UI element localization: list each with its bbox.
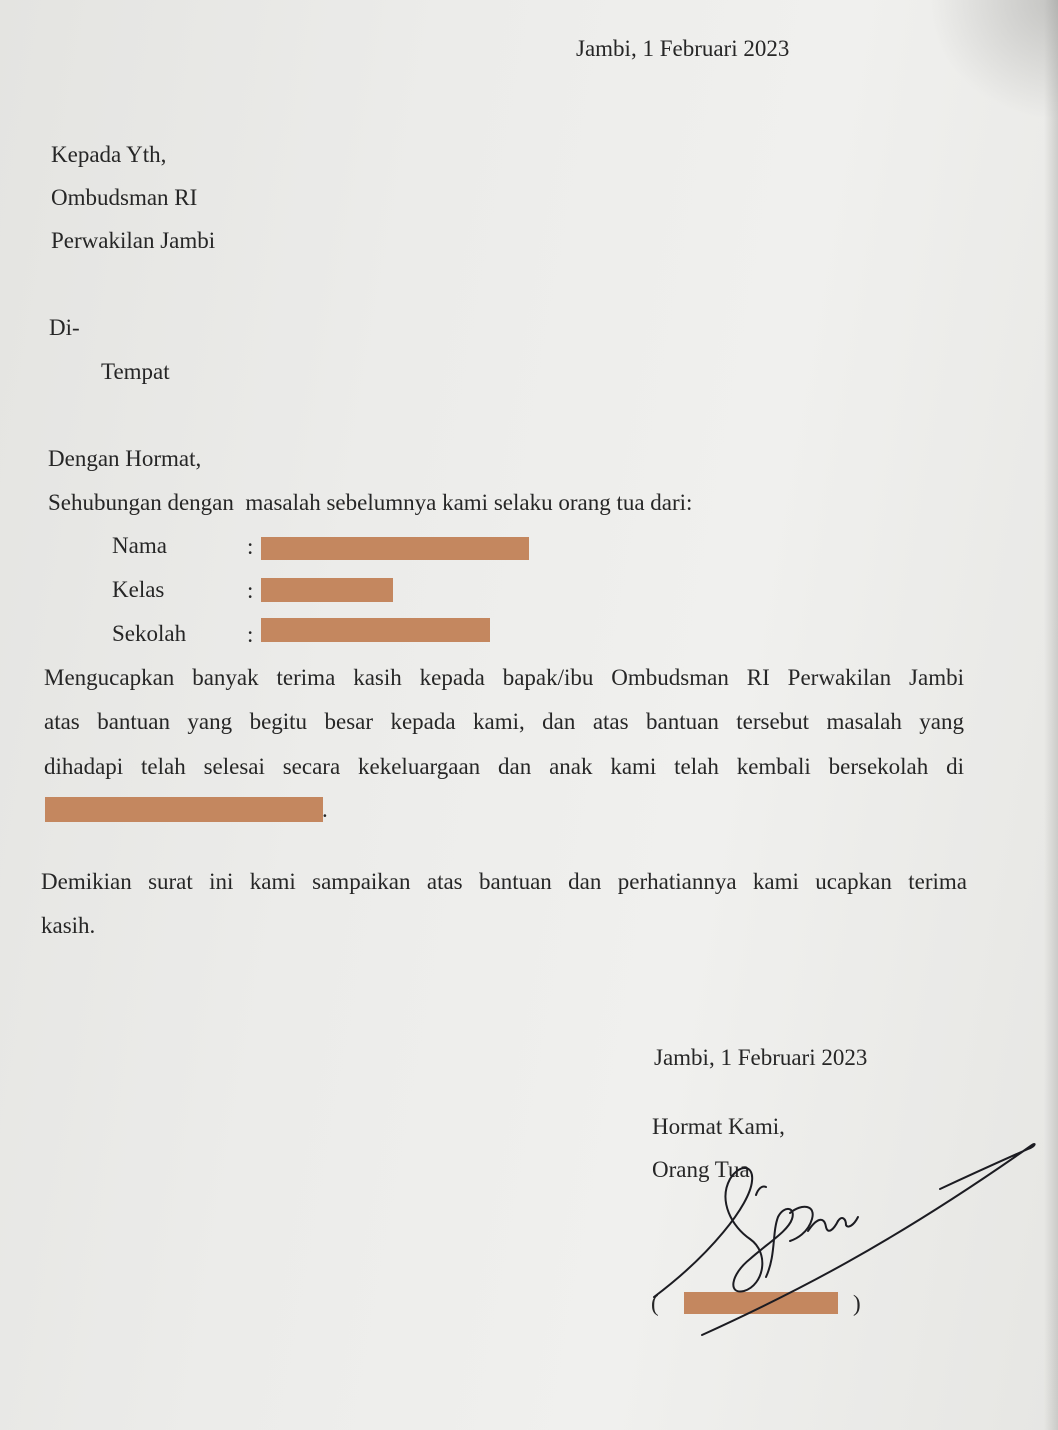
redacted-school-name: [45, 797, 323, 822]
signer-paren-open: (: [651, 1291, 659, 1316]
field-colon: :: [247, 578, 254, 603]
signer-role: Orang Tua: [652, 1157, 750, 1182]
salutation: Dengan Hormat,: [48, 446, 202, 471]
handwritten-signature: [640, 1135, 1040, 1345]
redacted-name: [261, 537, 529, 560]
closing-line: Demikian surat ini kami sampaikan atas bantuan dan perhatiannya kami ucapkan terima: [41, 869, 967, 894]
field-label-sekolah: Sekolah: [112, 621, 187, 646]
body-end-period: .: [322, 797, 328, 822]
address-tempat: Tempat: [101, 359, 170, 384]
address-di: Di-: [49, 315, 80, 340]
letter-date-top: Jambi, 1 Februari 2023: [576, 36, 790, 61]
closing-regards: Hormat Kami,: [652, 1114, 785, 1139]
redacted-class: [261, 578, 393, 602]
body-line: dihadapi telah selesai secara kekeluargaan dan anak kami telah kembali bersekolah di: [44, 754, 964, 779]
field-colon: :: [247, 534, 254, 559]
body-line: atas bantuan yang begitu besar kepada kami, dan atas bantuan tersebut masalah yang: [44, 709, 964, 734]
letter-date-bottom: Jambi, 1 Februari 2023: [654, 1045, 868, 1070]
intro-line: Sehubungan dengan masalah sebelumnya kami selaku orang tua dari:: [48, 490, 693, 515]
field-label-kelas: Kelas: [112, 577, 165, 602]
closing-line: kasih.: [41, 913, 96, 938]
recipient-branch: Perwakilan Jambi: [51, 228, 216, 253]
signer-paren-close: ): [853, 1291, 861, 1316]
body-line: Mengucapkan banyak terima kasih kepada bapak/ibu Ombudsman RI Perwakilan Jambi: [44, 665, 964, 690]
page-shadow: [928, 0, 1058, 120]
field-label-nama: Nama: [112, 533, 167, 558]
recipient-organization: Ombudsman RI: [51, 185, 198, 210]
recipient-greeting: Kepada Yth,: [51, 142, 167, 167]
redacted-school: [261, 618, 490, 642]
field-colon: :: [247, 622, 254, 647]
page-edge-shadow: [1044, 0, 1058, 1430]
